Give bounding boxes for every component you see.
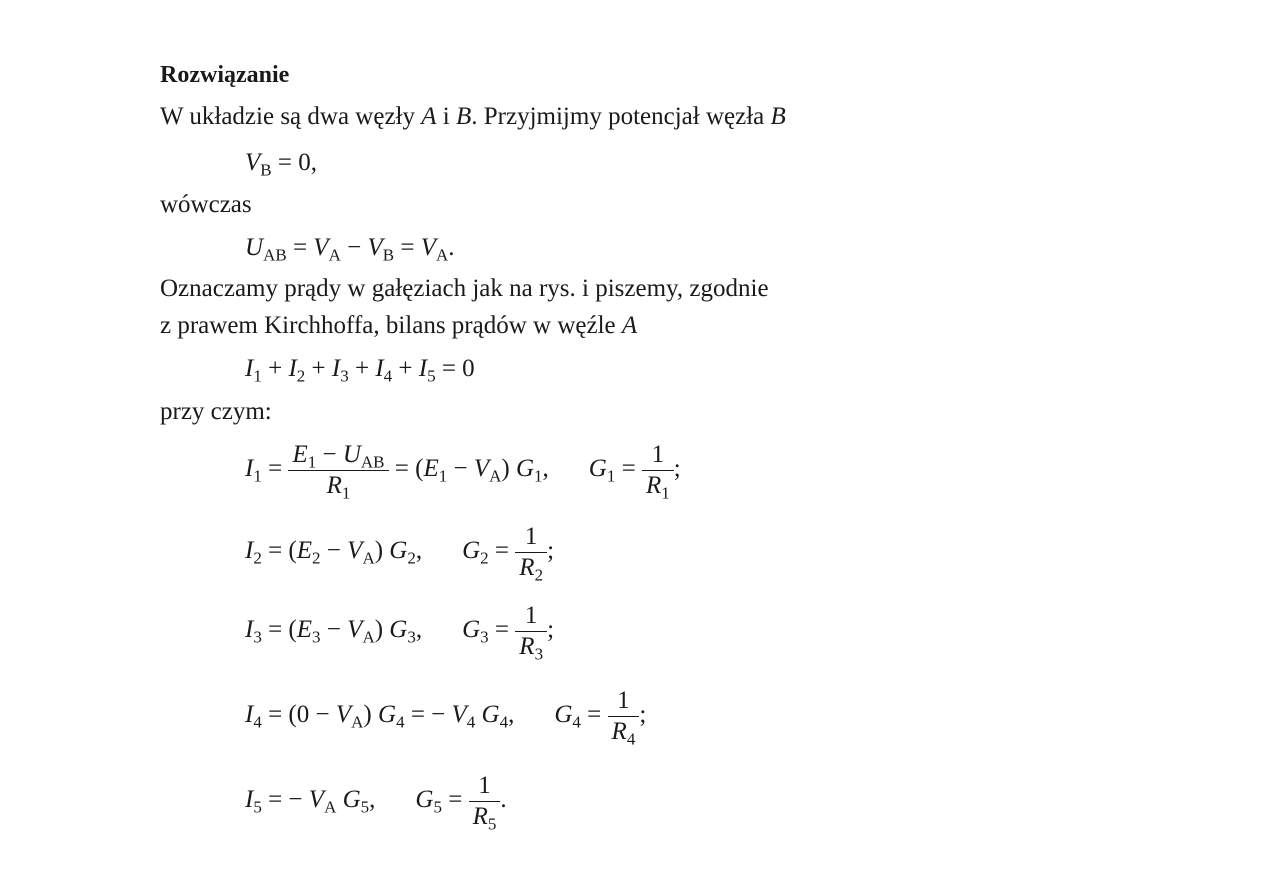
intro-text-2: i	[436, 103, 456, 130]
equation-i5: $I_5$ = − $V_A$ $G_5$, $G_5$ = $\frac{1}{R_5}$ .	[245, 772, 507, 834]
currents-text-2: z prawem Kirchhoffa, bilans prądów w węźle	[160, 312, 622, 339]
wowczas-text: wówczas	[160, 191, 252, 218]
intro-text-3: . Przyjmijmy potencjał węzła	[471, 103, 771, 130]
equation-i1: $I_1$ = $\frac{E_1 - U_{AB}}{R_1}$ = $(E_1 - V_A)$ $G_1$, $G_1$ = $\frac{1}{R_1}$ ;	[245, 441, 681, 503]
node-a-label-2: A	[621, 312, 638, 339]
fraction-g2: $\frac{1}{R_2}$	[515, 522, 547, 583]
node-b-label-2: B	[770, 103, 786, 130]
intro-text-1: W układzie są dwa węzły	[160, 103, 422, 130]
equation-i3: $I_3 = (E_3 - V_A)$ $G_3$, $G_3$ = $\frac{1}{R_3}$ ;	[245, 602, 555, 664]
equation-vb: $V_B = 0$,	[245, 149, 317, 180]
equation-i2: $I_2 = (E_2 - V_A)$ $G_2$, $G_2$ = $\frac{1}{R_2}$ ;	[245, 523, 555, 585]
fraction-g4: $\frac{1}{R_4}$	[608, 686, 640, 747]
section-heading: Rozwiązanie	[160, 62, 290, 88]
node-b-label: B	[455, 103, 472, 130]
fraction-g1: $\frac{1}{R_1}$	[642, 440, 674, 501]
przy-czym-text: przy czym:	[160, 398, 272, 425]
currents-paragraph-line-2	[160, 311, 637, 341]
equation-uab: $U_{AB} = V_A - V_B = V_A$.	[245, 234, 455, 265]
intro-paragraph	[160, 102, 786, 132]
equation-kirchhoff: $I_1 + I_2 + I_3 + I_4 + I_5 = 0$	[245, 355, 475, 386]
fraction-g3: $\frac{1}{R_3}$	[515, 601, 547, 662]
equation-i4: $I_4 = (0 - V_A) G_4$ = − $V_4$ $G_4$, $G_4$ = $\frac{1}{R_4}$ ;	[245, 687, 647, 749]
currents-paragraph-line-1: Oznaczamy prądy w gałęziach jak na rys. i piszemy, zgodnie	[160, 275, 769, 302]
fraction-i1: $\frac{E_1 - U_{AB}}{R_1}$	[288, 440, 388, 501]
node-a-label: A	[421, 103, 437, 130]
fraction-g5: $\frac{1}{R_5}$	[469, 771, 501, 832]
